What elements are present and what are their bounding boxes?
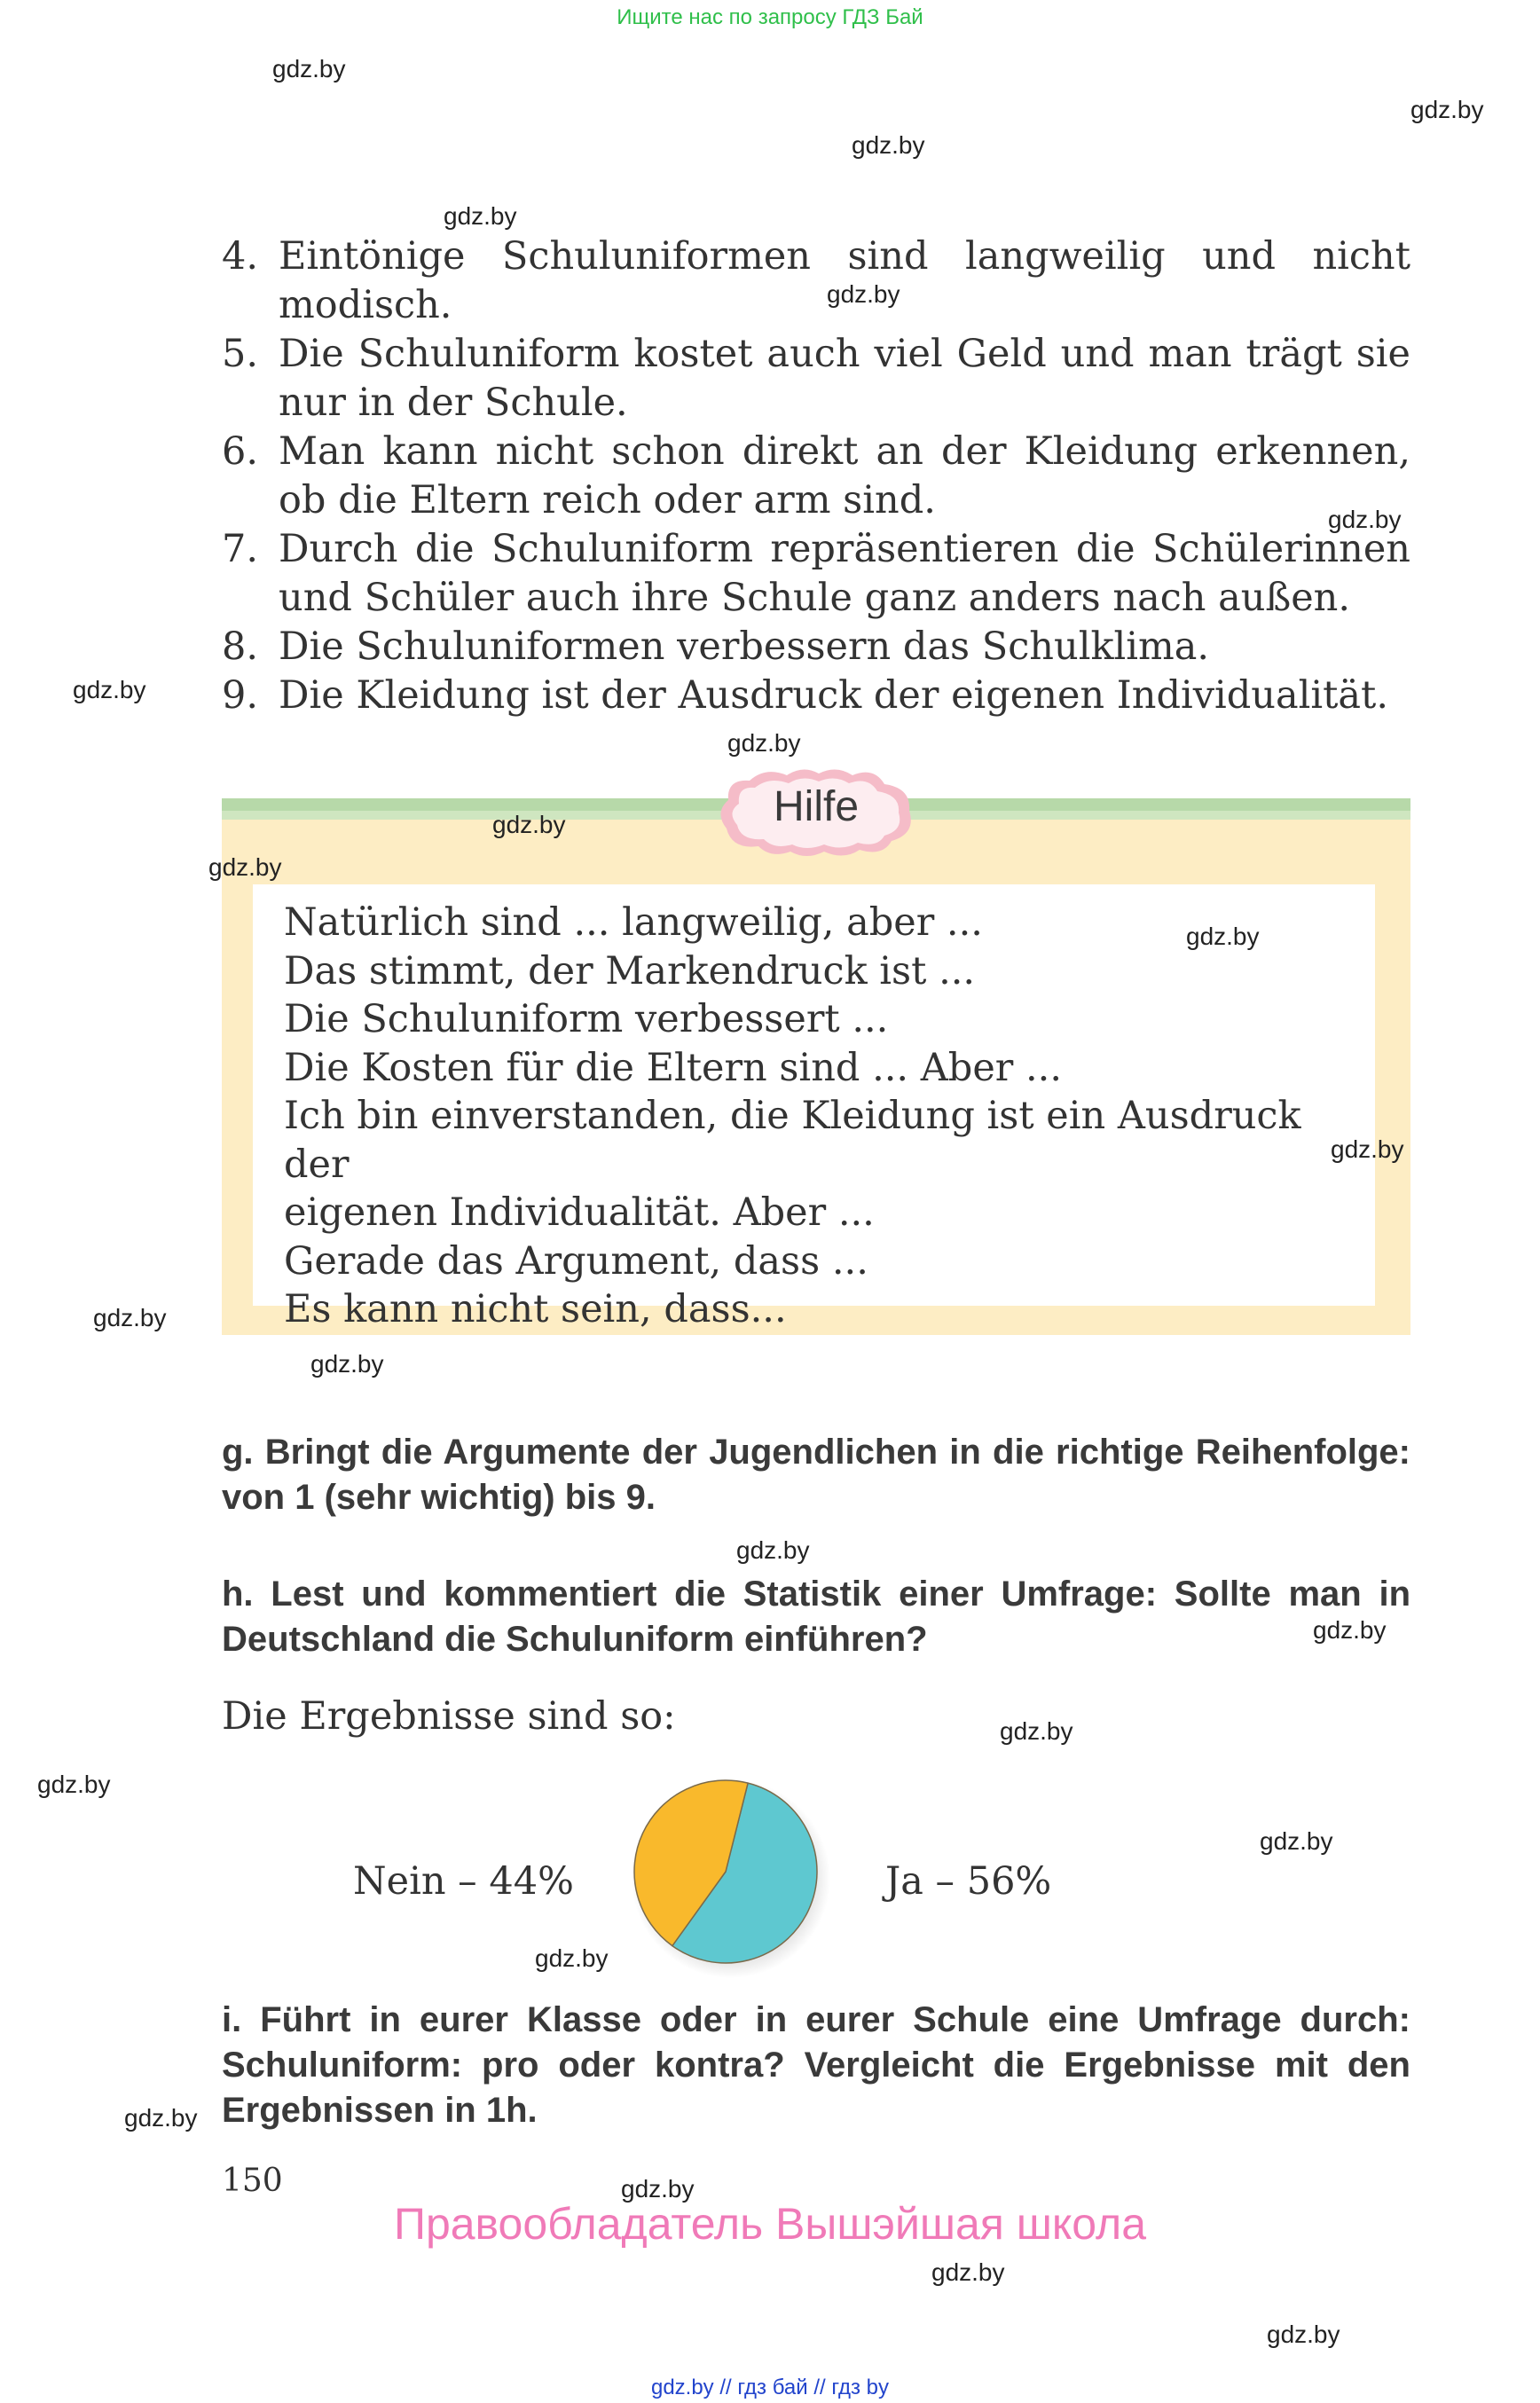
list-number: 6. xyxy=(222,429,259,474)
list-number: 9. xyxy=(222,673,259,718)
list-number: 7. xyxy=(222,527,259,571)
watermark: gdz.by xyxy=(310,1350,384,1378)
watermark: gdz.by xyxy=(1000,1717,1073,1745)
task-g: g. Bringt die Argumente der Jugendlichen in die richtige Reihenfolge: von 1 (sehr wichtig) bis 9. xyxy=(222,1433,1410,1517)
page-number: 150 xyxy=(222,2163,283,2199)
watermark: gdz.by xyxy=(93,1304,167,1331)
hilfe-line: Die Schuluniform verbessert ... xyxy=(284,997,889,1041)
watermark: gdz.by xyxy=(1260,1827,1333,1855)
list-item xyxy=(222,428,1410,525)
list-text: Eintönige Schuluniformen sind langweilig und nicht modisch. xyxy=(279,234,1410,327)
watermark: gdz.by xyxy=(827,280,900,308)
watermark: gdz.by xyxy=(272,55,346,82)
watermark: gdz.by xyxy=(73,676,146,703)
pie-label-nein: Nein – 44% xyxy=(353,1859,574,1904)
watermark: gdz.by xyxy=(1410,96,1484,123)
pie-label-ja: Ja – 56% xyxy=(885,1859,1052,1904)
hilfe-line: Natürlich sind ... langweilig, aber ... xyxy=(284,900,983,945)
watermark: gdz.by xyxy=(1267,2321,1340,2348)
argument-list xyxy=(222,232,1410,720)
watermark: gdz.by xyxy=(492,811,566,838)
watermark: gdz.by xyxy=(727,729,801,757)
list-number: 4. xyxy=(222,234,259,279)
list-text: Durch die Schuluniform repräsentieren die Schülerinnen und Schüler auch ihre Schule ganz anders nach außen. xyxy=(279,527,1410,620)
list-text: Man kann nicht schon direkt an der Kleidung erkennen, ob die Eltern reich oder arm sind. xyxy=(279,429,1410,522)
hilfe-title: Hilfe xyxy=(773,783,860,830)
list-text: Die Schuluniform kostet auch viel Geld und man trägt sie nur in der Schule. xyxy=(279,332,1410,425)
watermark: gdz.by xyxy=(736,1536,810,1564)
hilfe-line: Es kann nicht sein, dass... xyxy=(284,1287,787,1331)
task-i: i. Führt in eurer Klasse oder in eurer Schule eine Umfrage durch: Schuluniform: pro oder kontra? Vergleicht die Ergebnisse mit den Ergebnissen in 1h. xyxy=(222,2000,1410,2130)
list-item xyxy=(222,623,1410,671)
list-item xyxy=(222,330,1410,428)
top-banner[interactable]: Ищите нас по запросу ГДЗ Бай xyxy=(617,5,923,29)
hilfe-line: Das stimmt, der Markendruck ist ... xyxy=(284,948,976,993)
list-number: 8. xyxy=(222,624,259,669)
watermark: gdz.by xyxy=(1313,1616,1387,1644)
watermark: gdz.by xyxy=(931,2258,1005,2286)
watermark: gdz.by xyxy=(208,853,282,881)
list-text: Die Schuluniformen verbessern das Schulklima. xyxy=(279,624,1210,669)
bottom-links[interactable]: gdz.by // гдз бай // гдз by xyxy=(650,2376,890,2399)
watermark: gdz.by xyxy=(621,2175,695,2203)
hilfe-line: Die Kosten für die Eltern sind ... Aber ... xyxy=(284,1045,1063,1090)
watermark: gdz.by xyxy=(535,1944,609,1972)
watermark: gdz.by xyxy=(37,1771,111,1798)
watermark: gdz.by xyxy=(1331,1135,1404,1163)
copyright-notice: Правообладатель Вышэйшая школа xyxy=(394,2199,1146,2249)
list-number: 5. xyxy=(222,332,259,376)
results-label: Die Ergebnisse sind so: xyxy=(222,1694,676,1739)
list-item xyxy=(222,671,1410,720)
hilfe-line: Ich bin einverstanden, die Kleidung ist ein Ausdruck der xyxy=(284,1094,1301,1187)
watermark: gdz.by xyxy=(1328,506,1402,533)
task-h: h. Lest und kommentiert die Statistik einer Umfrage: Sollte man in Deutschland die Schuluniform einführen? xyxy=(222,1575,1410,1659)
watermark: gdz.by xyxy=(1186,923,1260,950)
list-text: Die Kleidung ist der Ausdruck der eigenen Individualität. xyxy=(279,673,1388,718)
watermark: gdz.by xyxy=(124,2104,198,2132)
list-item xyxy=(222,232,1410,330)
watermark: gdz.by xyxy=(852,131,925,159)
hilfe-line: Gerade das Argument, dass ... xyxy=(284,1238,868,1284)
hilfe-phrases xyxy=(284,899,1375,1334)
hilfe-line: eigenen Individualität. Aber ... xyxy=(284,1190,875,1235)
watermark: gdz.by xyxy=(444,202,517,230)
list-item xyxy=(222,525,1410,623)
pie-chart xyxy=(621,1765,834,1978)
